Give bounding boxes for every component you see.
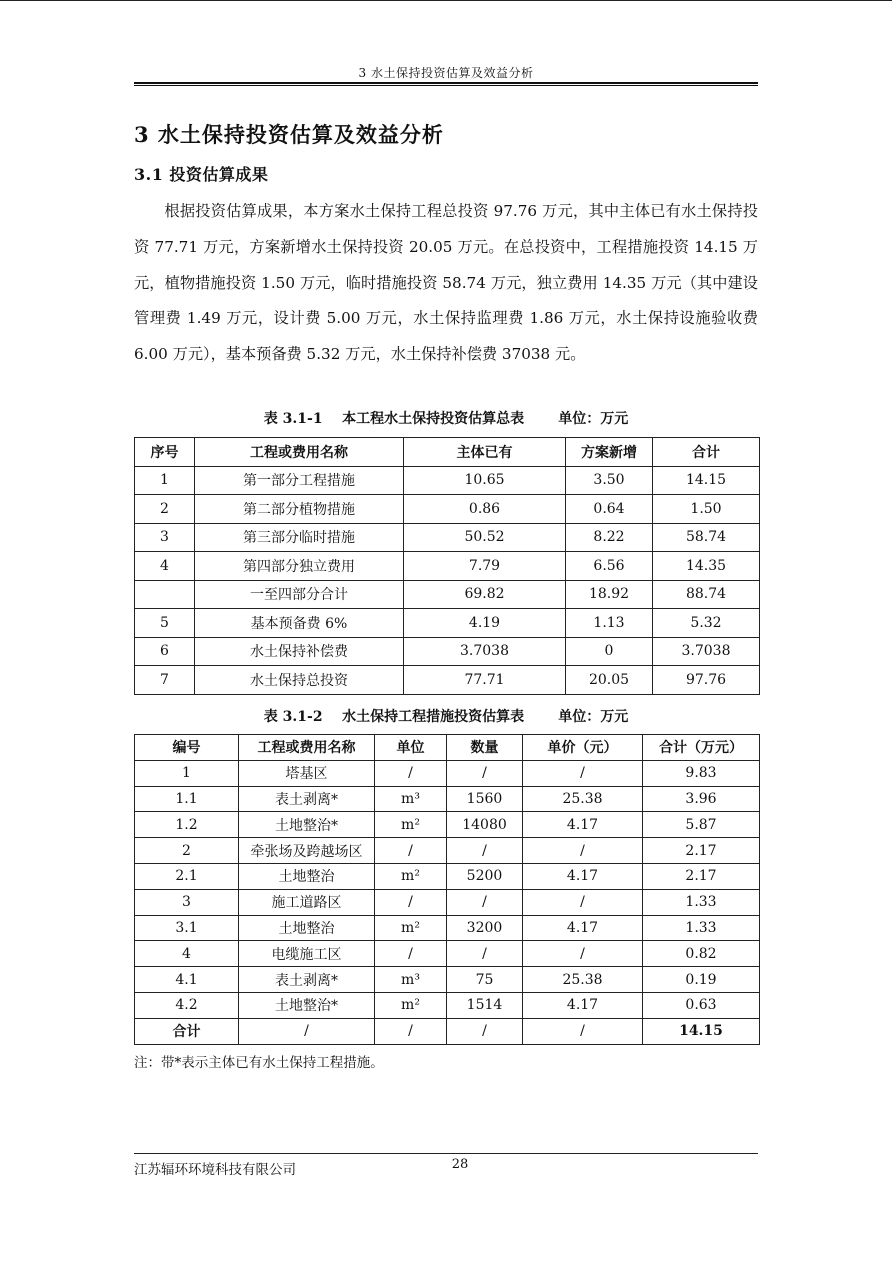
header-rule [134, 82, 758, 84]
cell-total: 5.87 [643, 812, 760, 838]
cell-total: 2.17 [643, 863, 760, 889]
cell-existing: 69.82 [404, 580, 566, 609]
table-row [135, 992, 760, 1018]
cell-name: 第一部分工程措施 [195, 466, 404, 495]
table-header-row [135, 735, 760, 761]
cell-no: 4 [135, 552, 195, 581]
cell-code: 3 [135, 889, 239, 915]
cell-total: 14.15 [643, 1018, 760, 1044]
table-row [135, 666, 760, 695]
table1-caption: 表 3.1-1 本工程水土保持投资估算总表 单位：万元 [263, 411, 629, 427]
cell-name: 表土剥离* [239, 786, 375, 812]
cell-unit: / [375, 941, 447, 967]
table-total-row [135, 1018, 760, 1044]
table-row [135, 609, 760, 638]
cell-name: 土地整治 [239, 863, 375, 889]
cell-total: 0.82 [643, 941, 760, 967]
cell-unit-price: 4.17 [523, 812, 643, 838]
cell-name: 第二部分植物措施 [195, 495, 404, 524]
cell-total: 1.50 [653, 495, 760, 524]
cell-unit: m³ [375, 786, 447, 812]
col-header-new: 方案新增 [566, 438, 653, 467]
cell-new: 3.50 [566, 466, 653, 495]
cell-unit-price: 4.17 [523, 992, 643, 1018]
cell-total: 97.76 [653, 666, 760, 695]
cell-quantity: 5200 [447, 863, 523, 889]
col-header-total: 合计（万元） [643, 735, 760, 761]
table-row [135, 552, 760, 581]
cell-unit-price: 25.38 [523, 967, 643, 993]
cell-code: 1.1 [135, 786, 239, 812]
table-row [135, 838, 760, 864]
cell-unit-price: 25.38 [523, 786, 643, 812]
cell-quantity: 1560 [447, 786, 523, 812]
cell-no [135, 580, 195, 609]
section-heading: 3.1 投资估算成果 [134, 165, 269, 184]
cell-unit: m³ [375, 967, 447, 993]
table-row [135, 580, 760, 609]
cell-total: 3.7038 [653, 637, 760, 666]
cell-name: 表土剥离* [239, 967, 375, 993]
footer-rule [134, 1153, 758, 1154]
cell-name: / [239, 1018, 375, 1044]
cell-unit: / [375, 838, 447, 864]
cell-name: 一至四部分合计 [195, 580, 404, 609]
cell-total: 9.83 [643, 760, 760, 786]
col-header-code: 编号 [135, 735, 239, 761]
cell-code: 2 [135, 838, 239, 864]
cell-quantity: 3200 [447, 915, 523, 941]
header-rule-thin [134, 85, 758, 86]
cell-total: 14.35 [653, 552, 760, 581]
table2-caption: 表 3.1-2 水土保持工程措施投资估算表 单位：万元 [263, 709, 629, 725]
cell-new: 0.64 [566, 495, 653, 524]
cell-new: 0 [566, 637, 653, 666]
table-row [135, 915, 760, 941]
cell-existing: 3.7038 [404, 637, 566, 666]
cell-no: 1 [135, 466, 195, 495]
cell-name: 塔基区 [239, 760, 375, 786]
cell-total: 2.17 [643, 838, 760, 864]
cell-name: 牵张场及跨越场区 [239, 838, 375, 864]
cell-unit-price: / [523, 1018, 643, 1044]
cell-unit: / [375, 1018, 447, 1044]
cell-quantity: 14080 [447, 812, 523, 838]
cell-name: 第三部分临时措施 [195, 523, 404, 552]
cell-existing: 10.65 [404, 466, 566, 495]
col-header-name: 工程或费用名称 [239, 735, 375, 761]
cell-code: 4.2 [135, 992, 239, 1018]
cell-unit-price: / [523, 760, 643, 786]
cell-unit-price: / [523, 838, 643, 864]
table-row [135, 637, 760, 666]
cell-quantity: 75 [447, 967, 523, 993]
cell-new: 18.92 [566, 580, 653, 609]
cell-no: 7 [135, 666, 195, 695]
cell-quantity: / [447, 760, 523, 786]
cell-existing: 0.86 [404, 495, 566, 524]
col-header-name: 工程或费用名称 [195, 438, 404, 467]
table-note: 注：带*表示主体已有水土保持工程措施。 [134, 1055, 384, 1071]
cell-quantity: / [447, 941, 523, 967]
cell-name: 土地整治* [239, 812, 375, 838]
cell-total: 5.32 [653, 609, 760, 638]
cell-total: 0.19 [643, 967, 760, 993]
cell-total: 1.33 [643, 889, 760, 915]
cell-total: 0.63 [643, 992, 760, 1018]
cell-quantity: 1514 [447, 992, 523, 1018]
cell-code: 4.1 [135, 967, 239, 993]
cell-total: 58.74 [653, 523, 760, 552]
cell-quantity: / [447, 1018, 523, 1044]
cell-name: 水土保持补偿费 [195, 637, 404, 666]
col-header-quantity: 数量 [447, 735, 523, 761]
investment-summary-table [134, 437, 760, 695]
table-row [135, 889, 760, 915]
cell-existing: 77.71 [404, 666, 566, 695]
cell-name: 土地整治* [239, 992, 375, 1018]
cell-no: 2 [135, 495, 195, 524]
cell-total: 1.33 [643, 915, 760, 941]
cell-new: 8.22 [566, 523, 653, 552]
table-row [135, 812, 760, 838]
chapter-heading: 3 水土保持投资估算及效益分析 [134, 122, 444, 147]
cell-unit: m² [375, 915, 447, 941]
cell-code: 1 [135, 760, 239, 786]
table-header-row [135, 438, 760, 467]
cell-unit-price: 4.17 [523, 863, 643, 889]
cell-name: 电缆施工区 [239, 941, 375, 967]
cell-unit-price: 4.17 [523, 915, 643, 941]
cell-unit-price: / [523, 941, 643, 967]
cell-unit: m² [375, 992, 447, 1018]
col-header-total: 合计 [653, 438, 760, 467]
col-header-unit: 单位 [375, 735, 447, 761]
table-row [135, 495, 760, 524]
cell-code: 1.2 [135, 812, 239, 838]
body-paragraph: 根据投资估算成果，本方案水土保持工程总投资 97.76 万元，其中主体已有水土保持投资 77.71 万元，方案新增水土保持投资 20.05 万元。在总投资中，工程措施投资 14.15 万元，植物措施投资 1.50 万元，临时措施投资 58.74 万元，独立费用 14.35 万元（其中建设管理费 1.49 万元，设计费 5.00 万元，水土保持监理费 1.86 万元，水土保持设施验收费 6.00 万元），基本预备费 5.32 万元，水土保持补偿费 37038 元。 [134, 202, 758, 364]
footer-company: 江苏辐环环境科技有限公司 [134, 1162, 296, 1178]
cell-unit-price: / [523, 889, 643, 915]
cell-quantity: / [447, 838, 523, 864]
top-border-line [0, 0, 892, 1]
cell-code: 3.1 [135, 915, 239, 941]
cell-code: 2.1 [135, 863, 239, 889]
cell-new: 6.56 [566, 552, 653, 581]
engineering-measures-table [134, 734, 760, 1045]
cell-no: 6 [135, 637, 195, 666]
cell-name: 施工道路区 [239, 889, 375, 915]
cell-quantity: / [447, 889, 523, 915]
cell-new: 20.05 [566, 666, 653, 695]
cell-existing: 50.52 [404, 523, 566, 552]
cell-unit: / [375, 760, 447, 786]
cell-unit: m² [375, 812, 447, 838]
table-row [135, 760, 760, 786]
cell-existing: 4.19 [404, 609, 566, 638]
table-row [135, 967, 760, 993]
cell-no: 3 [135, 523, 195, 552]
col-header-unit-price: 单价（元） [523, 735, 643, 761]
cell-total: 88.74 [653, 580, 760, 609]
table-row [135, 941, 760, 967]
col-header-no: 序号 [135, 438, 195, 467]
cell-existing: 7.79 [404, 552, 566, 581]
cell-unit: / [375, 889, 447, 915]
running-header: 3 水土保持投资估算及效益分析 [358, 66, 534, 80]
cell-no: 5 [135, 609, 195, 638]
table-row [135, 786, 760, 812]
cell-total: 3.96 [643, 786, 760, 812]
cell-code: 合计 [135, 1018, 239, 1044]
cell-name: 水土保持总投资 [195, 666, 404, 695]
col-header-existing: 主体已有 [404, 438, 566, 467]
cell-name: 第四部分独立费用 [195, 552, 404, 581]
table-row [135, 863, 760, 889]
table-row [135, 466, 760, 495]
cell-name: 土地整治 [239, 915, 375, 941]
cell-code: 4 [135, 941, 239, 967]
cell-new: 1.13 [566, 609, 653, 638]
cell-total: 14.15 [653, 466, 760, 495]
page-number: 28 [451, 1157, 469, 1172]
cell-unit: m² [375, 863, 447, 889]
cell-name: 基本预备费 6% [195, 609, 404, 638]
table-row [135, 523, 760, 552]
